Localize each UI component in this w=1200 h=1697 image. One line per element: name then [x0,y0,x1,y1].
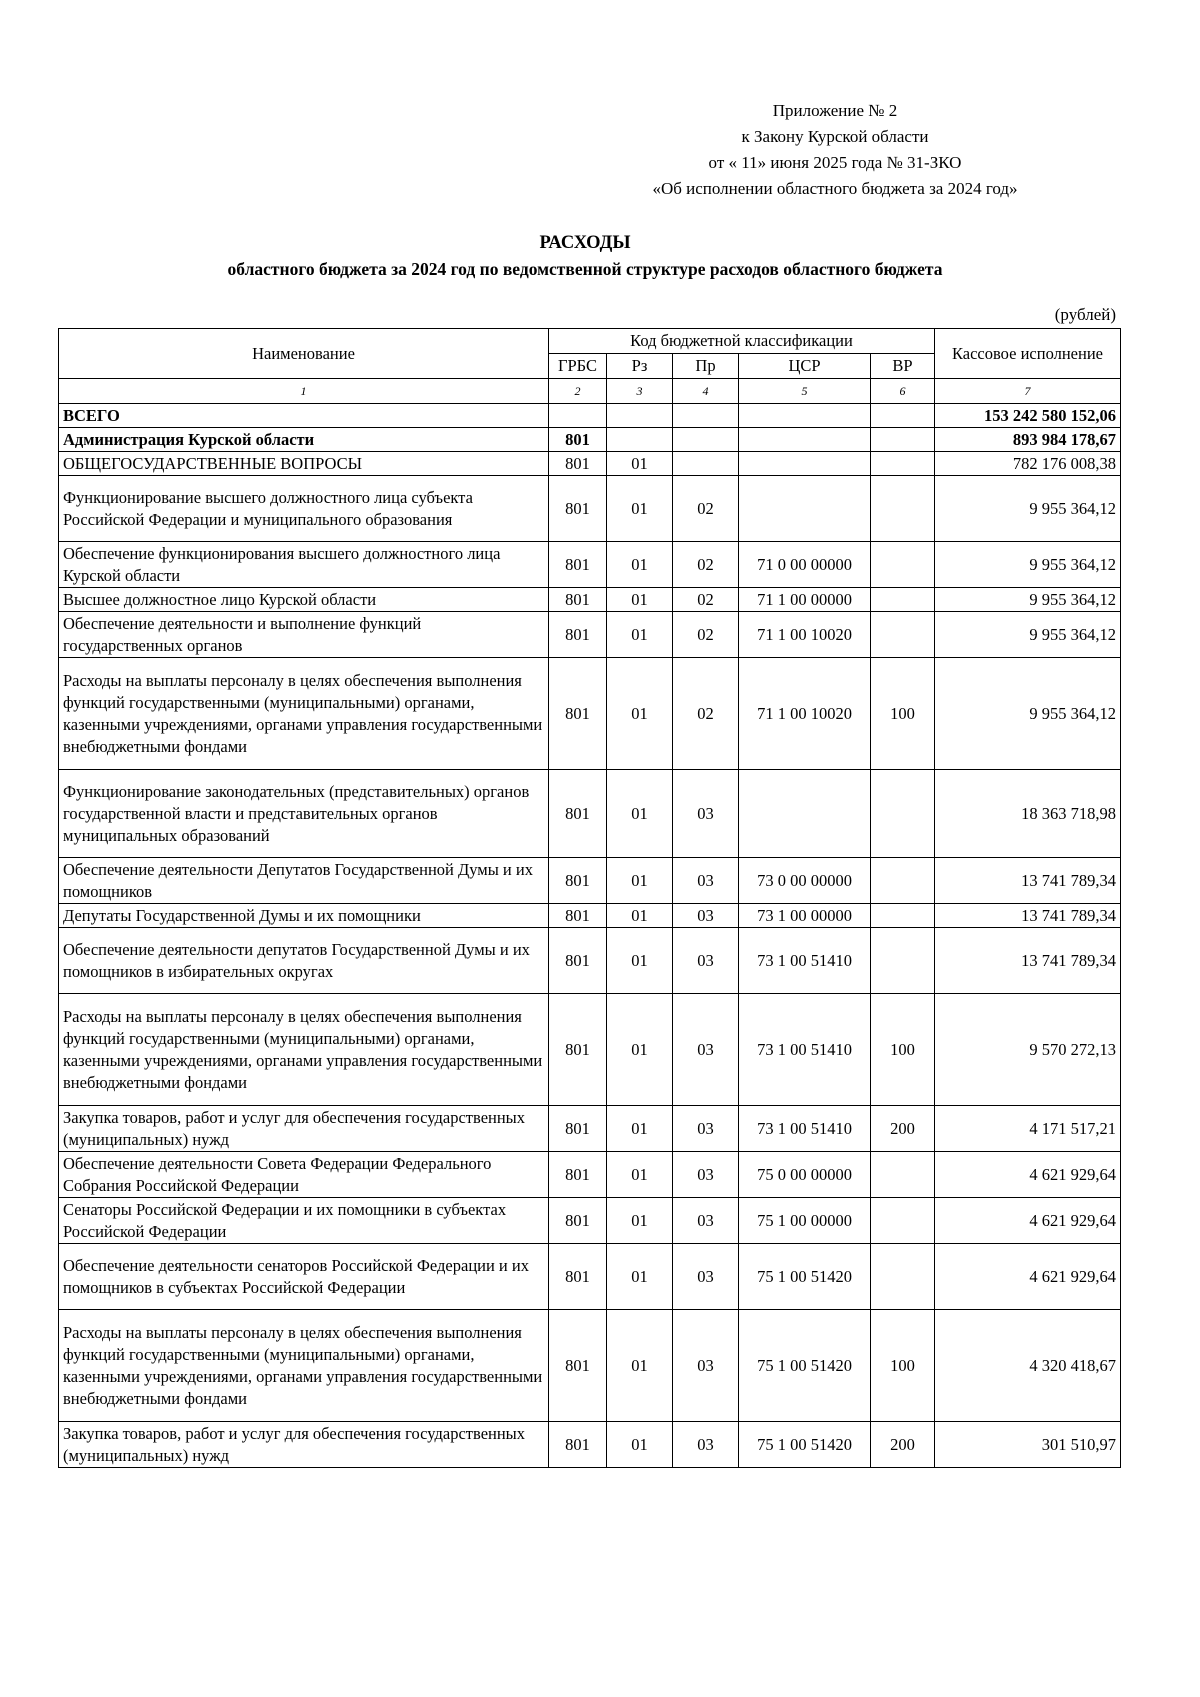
row-grbs: 801 [549,994,607,1106]
row-amount: 4 621 929,64 [935,1152,1121,1198]
row-name: Закупка товаров, работ и услуг для обеспечения государственных (муниципальных) нужд [59,1422,549,1468]
row-rz: 01 [607,588,673,612]
col-number: 1 [59,379,549,404]
units-label: (рублей) [1054,305,1116,324]
row-amount: 13 741 789,34 [935,928,1121,994]
row-name: Обеспечение деятельности Совета Федерации Федерального Собрания Российской Федерации [59,1152,549,1198]
row-vr [871,588,935,612]
row-rz: 01 [607,1106,673,1152]
row-pr: 03 [673,928,739,994]
table-row [59,658,1121,770]
row-vr [871,1152,935,1198]
row-rz: 01 [607,928,673,994]
row-vr [871,476,935,542]
row-name: Высшее должностное лицо Курской области [59,588,549,612]
row-name: Депутаты Государственной Думы и их помощники [59,904,549,928]
col-number: 7 [935,379,1121,404]
col-number: 5 [739,379,871,404]
table-row [59,588,1121,612]
row-grbs: 801 [549,588,607,612]
row-pr: 03 [673,1310,739,1422]
row-rz: 01 [607,994,673,1106]
row-vr [871,452,935,476]
row-csr: 73 1 00 51410 [739,928,871,994]
title-main: РАСХОДЫ [539,233,631,253]
row-name: Функционирование высшего должностного лица субъекта Российской Федерации и муниципального образования [59,476,549,542]
row-grbs: 801 [549,1152,607,1198]
row-amount: 153 242 580 152,06 [935,404,1121,428]
row-name: Расходы на выплаты персоналу в целях обеспечения выполнения функций государственными (муниципальными) органами, казенными учреждениями, органами управления государственными внебюджетными фондами [59,1310,549,1422]
header-rz: Рз [607,354,673,379]
row-grbs: 801 [549,1106,607,1152]
row-amount: 4 320 418,67 [935,1310,1121,1422]
row-amount: 18 363 718,98 [935,770,1121,858]
row-grbs: 801 [549,1244,607,1310]
row-amount: 4 621 929,64 [935,1244,1121,1310]
row-grbs: 801 [549,542,607,588]
budget-table [58,328,1121,1468]
row-rz: 01 [607,770,673,858]
row-vr [871,928,935,994]
appendix-line-3: от « 11» июня 2025 года № 31-ЗКО [708,153,962,172]
row-amount: 301 510,97 [935,1422,1121,1468]
row-vr: 100 [871,658,935,770]
header-pr: Пр [673,354,739,379]
table-row [59,858,1121,904]
row-rz [607,404,673,428]
row-rz: 01 [607,658,673,770]
row-rz: 01 [607,1152,673,1198]
row-vr [871,542,935,588]
table-row [59,612,1121,658]
table-row [59,404,1121,428]
row-grbs: 801 [549,904,607,928]
row-grbs: 801 [549,1198,607,1244]
row-csr: 73 1 00 51410 [739,1106,871,1152]
col-number: 3 [607,379,673,404]
row-name: Обеспечение деятельности Депутатов Государственной Думы и их помощников [59,858,549,904]
row-amount: 4 171 517,21 [935,1106,1121,1152]
row-name: Сенаторы Российской Федерации и их помощники в субъектах Российской Федерации [59,1198,549,1244]
header-code-group: Код бюджетной классификации [549,329,935,354]
row-pr: 03 [673,1244,739,1310]
row-name: Закупка товаров, работ и услуг для обеспечения государственных (муниципальных) нужд [59,1106,549,1152]
row-csr: 73 0 00 00000 [739,858,871,904]
title-sub: областного бюджета за 2024 год по ведомственной структуре расходов областного бюджета [227,259,943,279]
row-rz: 01 [607,542,673,588]
row-amount: 13 741 789,34 [935,904,1121,928]
row-csr [739,770,871,858]
row-vr [871,858,935,904]
row-pr [673,452,739,476]
row-csr: 73 1 00 00000 [739,904,871,928]
table-body [59,404,1121,1468]
row-csr [739,404,871,428]
row-csr: 75 1 00 00000 [739,1198,871,1244]
row-amount: 782 176 008,38 [935,452,1121,476]
row-name: Расходы на выплаты персоналу в целях обеспечения выполнения функций государственными (муниципальными) органами, казенными учреждениями, органами управления государственными внебюджетными фондами [59,994,549,1106]
table-row [59,1152,1121,1198]
row-pr: 02 [673,658,739,770]
row-csr [739,452,871,476]
row-rz: 01 [607,1244,673,1310]
header-name: Наименование [59,329,549,379]
row-amount: 9 955 364,12 [935,476,1121,542]
header-row-1 [59,329,1121,354]
table-row [59,994,1121,1106]
row-name: Расходы на выплаты персоналу в целях обеспечения выполнения функций государственными (муниципальными) органами, казенными учреждениями, органами управления государственными внебюджетными фондами [59,658,549,770]
row-grbs [549,404,607,428]
row-rz: 01 [607,612,673,658]
row-amount: 893 984 178,67 [935,428,1121,452]
row-grbs: 801 [549,452,607,476]
row-name: Функционирование законодательных (представительных) органов государственной власти и представительных органов муниципальных образований [59,770,549,858]
table-row [59,770,1121,858]
row-pr: 02 [673,588,739,612]
row-pr: 03 [673,770,739,858]
row-pr: 03 [673,1152,739,1198]
row-grbs: 801 [549,658,607,770]
row-amount: 9 955 364,12 [935,588,1121,612]
row-amount: 4 621 929,64 [935,1198,1121,1244]
row-vr [871,428,935,452]
row-name: ВСЕГО [59,404,549,428]
row-name: Администрация Курской области [59,428,549,452]
row-grbs: 801 [549,858,607,904]
row-vr [871,404,935,428]
row-csr: 71 0 00 00000 [739,542,871,588]
table-row [59,542,1121,588]
row-csr: 75 1 00 51420 [739,1244,871,1310]
col-number: 2 [549,379,607,404]
header-csr: ЦСР [739,354,871,379]
row-pr: 03 [673,1422,739,1468]
table-row [59,452,1121,476]
row-csr: 71 1 00 00000 [739,588,871,612]
table-row [59,1106,1121,1152]
row-amount: 9 955 364,12 [935,612,1121,658]
row-pr: 02 [673,542,739,588]
row-grbs: 801 [549,1422,607,1468]
table-row [59,428,1121,452]
row-rz: 01 [607,476,673,542]
row-rz: 01 [607,1198,673,1244]
row-rz: 01 [607,858,673,904]
row-pr: 03 [673,994,739,1106]
row-name: Обеспечение функционирования высшего должностного лица Курской области [59,542,549,588]
row-vr [871,770,935,858]
row-grbs: 801 [549,428,607,452]
row-rz: 01 [607,1310,673,1422]
row-name: Обеспечение деятельности депутатов Государственной Думы и их помощников в избирательных округах [59,928,549,994]
row-csr [739,476,871,542]
row-name: Обеспечение деятельности сенаторов Российской Федерации и их помощников в субъектах Российской Федерации [59,1244,549,1310]
row-vr [871,1198,935,1244]
appendix-header [600,98,1070,202]
table-row [59,476,1121,542]
row-amount: 9 570 272,13 [935,994,1121,1106]
row-vr [871,904,935,928]
row-amount: 9 955 364,12 [935,542,1121,588]
table-row [59,928,1121,994]
row-pr: 02 [673,476,739,542]
row-pr: 03 [673,858,739,904]
table-row [59,1422,1121,1468]
col-number: 6 [871,379,935,404]
row-rz: 01 [607,904,673,928]
row-csr: 71 1 00 10020 [739,612,871,658]
row-pr: 03 [673,904,739,928]
row-name: Обеспечение деятельности и выполнение функций государственных органов [59,612,549,658]
row-rz: 01 [607,452,673,476]
row-pr: 03 [673,1106,739,1152]
row-grbs: 801 [549,476,607,542]
row-csr: 73 1 00 51410 [739,994,871,1106]
row-vr [871,612,935,658]
row-csr: 75 1 00 51420 [739,1422,871,1468]
row-csr: 75 0 00 00000 [739,1152,871,1198]
header-amount: Кассовое исполнение [935,329,1121,379]
row-amount: 9 955 364,12 [935,658,1121,770]
table-row [59,904,1121,928]
row-pr: 02 [673,612,739,658]
row-csr [739,428,871,452]
row-vr: 100 [871,994,935,1106]
document-title [60,230,1110,282]
row-vr: 200 [871,1106,935,1152]
row-grbs: 801 [549,928,607,994]
row-rz [607,428,673,452]
row-csr: 71 1 00 10020 [739,658,871,770]
row-amount: 13 741 789,34 [935,858,1121,904]
table-row [59,1198,1121,1244]
row-grbs: 801 [549,612,607,658]
column-number-row [59,379,1121,404]
row-grbs: 801 [549,1310,607,1422]
row-grbs: 801 [549,770,607,858]
row-pr: 03 [673,1198,739,1244]
row-vr: 100 [871,1310,935,1422]
col-number: 4 [673,379,739,404]
appendix-line-4: «Об исполнении областного бюджета за 2024 год» [652,179,1018,198]
table-row [59,1244,1121,1310]
row-rz: 01 [607,1422,673,1468]
row-pr [673,428,739,452]
appendix-line-1: Приложение № 2 [772,101,898,120]
row-csr: 75 1 00 51420 [739,1310,871,1422]
header-vr: ВР [871,354,935,379]
row-vr [871,1244,935,1310]
row-vr: 200 [871,1422,935,1468]
table-row [59,1310,1121,1422]
row-name: ОБЩЕГОСУДАРСТВЕННЫЕ ВОПРОСЫ [59,452,549,476]
appendix-line-2: к Закону Курской области [741,127,929,146]
row-pr [673,404,739,428]
header-grbs: ГРБС [549,354,607,379]
